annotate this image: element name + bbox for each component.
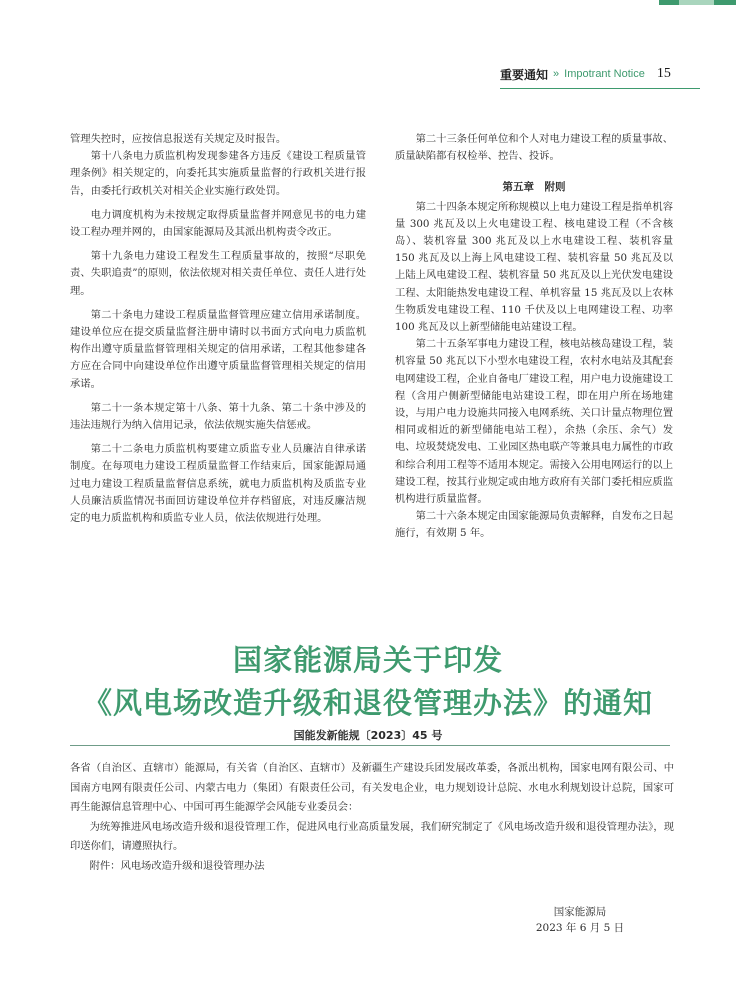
- document-number: 国能发新能规〔2023〕45 号: [293, 729, 443, 742]
- paragraph: 第二十条电力建设工程质量监督管理应建立信用承诺制度。建设单位应在提交质量监督注册申请时以书面方式向电力质监机构作出遵守质量监督管理相关规定的信用承诺，工程其他参建各方应在合同中向建设单位作出遵守质量监督管理相关规定的信用承诺。: [70, 308, 366, 390]
- header-rule: [500, 88, 700, 89]
- attachment-line: 附件：风电场改造升级和退役管理办法: [89, 859, 265, 872]
- left-column: [70, 131, 366, 527]
- corner-tab-decoration: [659, 0, 736, 5]
- right-column: [395, 131, 673, 543]
- signatory: 国家能源局: [553, 906, 607, 918]
- paragraph: 电力调度机构为未按规定取得质量监督并网意见书的电力建设工程办理并网的，由国家能源局及其派出机构责令改正。: [70, 208, 366, 239]
- page-number: 15: [656, 66, 671, 81]
- notice-body: [70, 759, 674, 877]
- paragraph: 第十八条电力质监机构发现参建各方违反《建设工程质量管理条例》相关规定的，向委托其实施质量监督的行政机关进行报告，由委托行政机关对相关企业实施行政处罚。: [70, 150, 366, 197]
- chapter-heading: 第五章 附则: [502, 181, 566, 194]
- section-title-cn: 重要通知: [500, 67, 549, 82]
- paragraph: 第二十三条任何单位和个人对电力建设工程的质量事故、质量缺陷都有权检举、控告、投诉。: [395, 133, 674, 163]
- notice-title-line2: 《风电场改造升级和退役管理办法》的通知: [82, 686, 653, 720]
- paragraph: 第二十四条本规定所称规模以上电力建设工程是指单机容量 300 兆瓦及以上火电建设工程、核电建设工程（不含核岛）、装机容量 300 兆瓦及以上水电建设工程、装机容量 150 兆瓦及以上海上风电建设工程、装机容量 50 兆瓦及以上陆上风电建设工程、装机容量 50 兆瓦及以上光伏发电建设工程、太阳能热发电建设工程、单机容量 15 兆瓦及以上农林生物质发电建设工程、110 千伏及以上电网建设工程、功率 100 兆瓦及以上新型储能电站建设工程。: [395, 200, 674, 334]
- paragraph: 第二十六条本规定由国家能源局负责解释，自发布之日起施行，有效期 5 年。: [395, 510, 674, 540]
- paragraph: 第十九条电力建设工程发生工程质量事故的，按照“尽职免责、失职追责”的原则，依法依规对相关责任单位、责任人进行处理。: [70, 250, 366, 297]
- notice-text: 为统筹推进风电场改造升级和退役管理工作，促进风电行业高质量发展，我们研究制定了《风电场改造升级和退役管理办法》，现印送你们，请遵照执行。: [70, 820, 674, 853]
- double-chevron-icon: »: [553, 68, 560, 80]
- paragraph: 第二十五条军事电力建设工程，核电站核岛建设工程，装机容量 50 兆瓦以下小型水电建设工程，农村水电站及其配套电网建设工程，企业自备电厂建设工程，用户电力设施建设工程（含用户侧新型储能电站建设工程，即在用户所在场地建设，与用户电力设施共同接入电网系统、关口计量点物理位置相同或相近的新型储能电站工程），余热（余压、余气）发电、垃圾焚烧发电、工业园区热电联产等兼具电力属性的市政和综合利用工程等不适用本规定。需接入公用电网运行的以上建设工程，按其行业规定或由地方政府有关部门委托相应质监机构进行质量监督。: [395, 338, 674, 506]
- signing-date: 2023 年 6 月 5 日: [535, 922, 625, 934]
- running-header: [500, 62, 700, 86]
- paragraph: 第二十二条电力质监机构要建立质监专业人员廉洁自律承诺制度。在每项电力建设工程质量监督工作结束后，国家能源局通过电力建设工程质量监督信息系统，就电力质监机构及质监专业人员廉洁质监情况书面回访建设单位并存档留底，对违反廉洁规定的电力质监机构和质监专业人员，依法依规进行处理。: [70, 443, 366, 525]
- section-title-en: Impotrant Notice: [564, 68, 645, 80]
- recipients: 各省（自治区、直辖市）能源局，有关省（自治区、直辖市）及新疆生产建设兵团发展改革委，各派出机构，国家电网有限公司、中国南方电网有限责任公司、内蒙古电力（集团）有限责任公司，有关发电企业，电力规划设计总院、水电水利规划设计总院，国家可再生能源信息管理中心、中国可再生能源学会风能专业委员会：: [70, 762, 674, 814]
- notice-title-line1: 国家能源局关于印发: [232, 643, 503, 677]
- divider: [70, 745, 670, 746]
- paragraph: 第二十一条本规定第十八条、第十九条、第二十条中涉及的违法违规行为纳入信用记录，依法依规实施失信惩戒。: [70, 401, 366, 432]
- paragraph: 管理失控时，应按信息报送有关规定及时报告。: [70, 133, 287, 145]
